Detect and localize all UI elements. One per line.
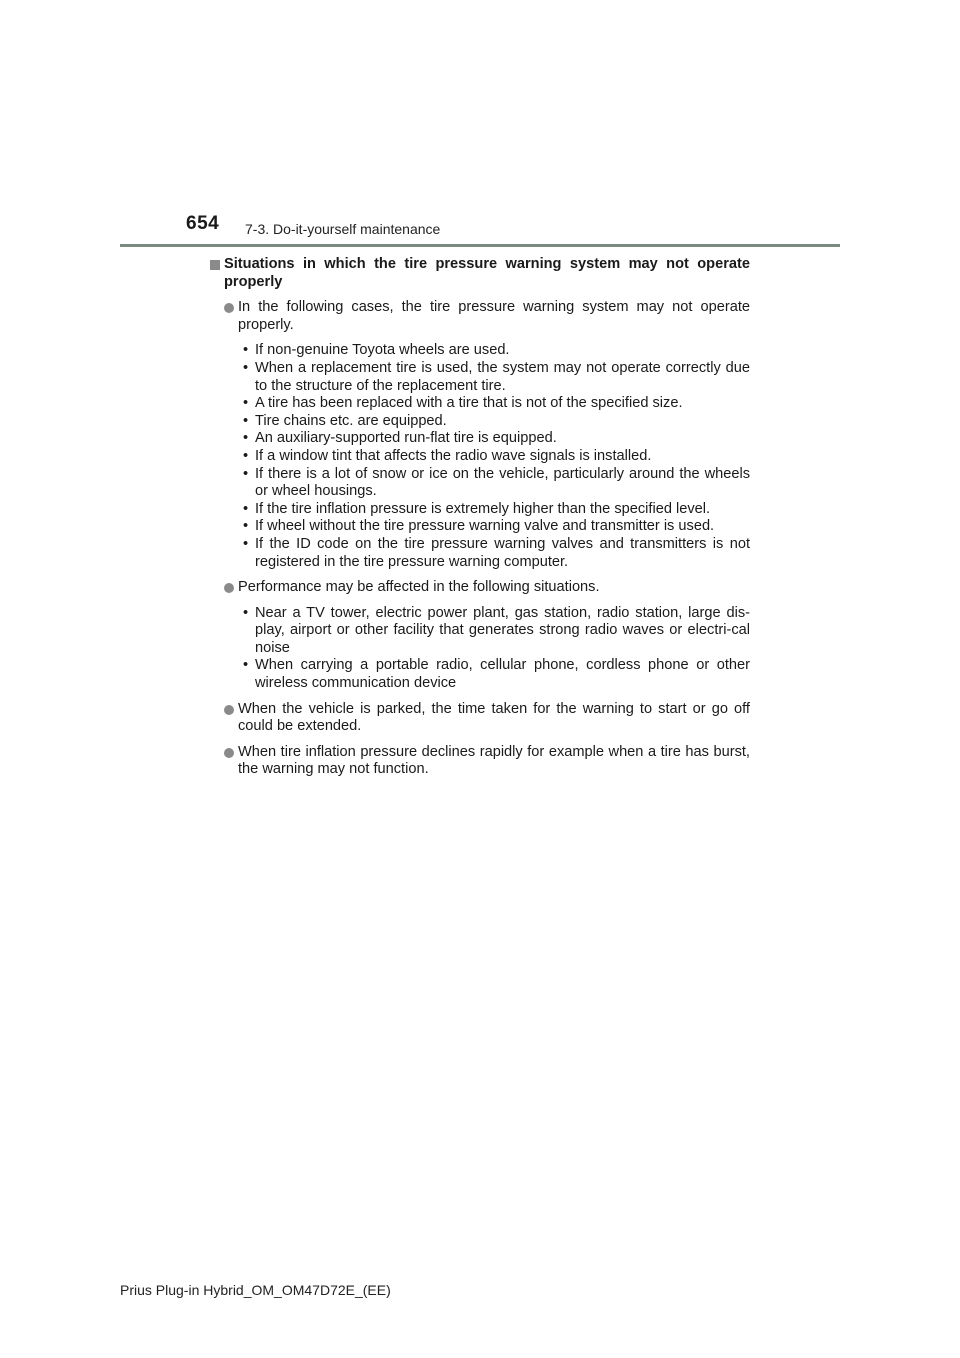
sub-list-item: • A tire has been replaced with a tire that is not of the specified size.	[243, 395, 683, 412]
header-rule	[120, 244, 840, 247]
sub-list	[238, 605, 750, 693]
footer-document-id: Prius Plug-in Hybrid_OM_OM47D72E_(EE)	[120, 1282, 391, 1298]
content	[210, 256, 750, 787]
sub-list-item: • If there is a lot of snow or ice on the vehicle, particularly around the wheels or wheel housings.	[243, 465, 750, 500]
list-item	[210, 579, 750, 693]
item-text: When tire inflation pressure declines rapidly for example when a tire has burst, the warning may not function.	[238, 743, 750, 778]
circle-bullet-icon	[224, 583, 234, 593]
heading-text: Situations in which the tire pressure warning system may not operate properly	[224, 256, 750, 290]
sub-list-item: • Tire chains etc. are equipped.	[243, 412, 447, 429]
list-item	[210, 299, 750, 571]
section-title: 7-3. Do-it-yourself maintenance	[245, 221, 441, 237]
sub-list-item: • If wheel without the tire pressure warning valve and transmitter is used.	[243, 518, 715, 535]
sub-list-item: • An auxiliary-supported run-flat tire is equipped.	[243, 430, 557, 447]
square-bullet-icon	[210, 260, 220, 270]
sub-list-item: • If non-genuine Toyota wheels are used.	[243, 342, 510, 359]
sub-list-item: • If the tire inflation pressure is extremely higher than the specified level.	[243, 500, 711, 517]
item-text: Performance may be affected in the following situations.	[238, 579, 600, 596]
item-text: In the following cases, the tire pressure warning system may not operate properly.	[238, 299, 750, 333]
sub-list-item: • When a replacement tire is used, the system may not operate correctly due to the structure of the replacement tire.	[243, 359, 750, 394]
circle-bullet-icon	[224, 303, 234, 313]
list-item	[210, 744, 750, 779]
circle-bullet-icon	[224, 705, 234, 715]
sub-list-item: • When carrying a portable radio, cellular phone, cordless phone or other wireless communication device	[243, 657, 750, 692]
page-number: 654	[186, 213, 220, 234]
circle-bullet-icon	[224, 748, 234, 758]
list-item	[210, 701, 750, 736]
sub-list	[238, 342, 750, 571]
subsection-heading	[210, 256, 750, 291]
sub-list-item: • If the ID code on the tire pressure warning valves and transmitters is not registered in the tire pressure warning computer.	[243, 535, 750, 570]
sub-list-item: • If a window tint that affects the radio wave signals is installed.	[243, 447, 652, 464]
item-text: When the vehicle is parked, the time taken for the warning to start or go off could be extended.	[238, 700, 750, 735]
sub-list-item: • Near a TV tower, electric power plant, gas station, radio station, large dis-play, airport or other facility that generates strong radio waves or electri-cal noise	[243, 604, 750, 656]
